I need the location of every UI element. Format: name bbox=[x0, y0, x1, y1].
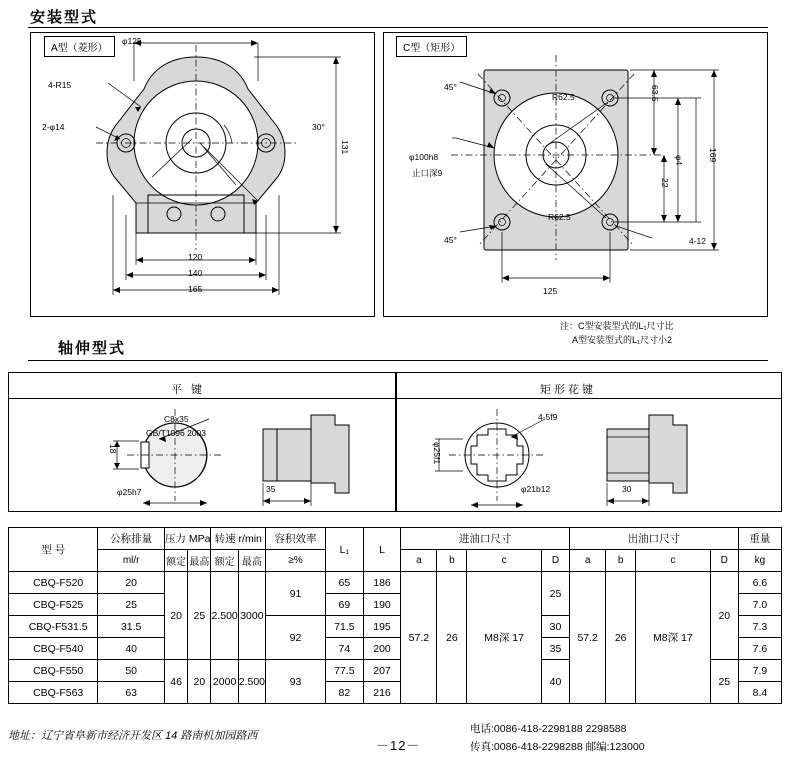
label-r62-5-bottom: R62.5 bbox=[548, 212, 571, 222]
cell-outlet-a: 57.2 bbox=[570, 572, 606, 704]
label-phi100h8: φ100h8 bbox=[409, 152, 439, 162]
label-phi4: φ4 bbox=[674, 155, 684, 166]
cell-l1: 65 bbox=[325, 572, 363, 594]
label-125: 125 bbox=[543, 286, 558, 296]
cell-l: 216 bbox=[363, 682, 400, 704]
cell-pressure-max-1: 25 bbox=[188, 572, 211, 660]
cell-l: 195 bbox=[363, 616, 400, 638]
cell-efficiency-93: 93 bbox=[266, 660, 326, 704]
cell-inlet-d-25: 25 bbox=[541, 572, 569, 616]
cell-outlet-c: M8深 17 bbox=[636, 572, 711, 704]
header-inlet-a: a bbox=[401, 550, 437, 572]
label-key-len35: 35 bbox=[266, 484, 276, 494]
label-key-standard: GB/T1096 2003 bbox=[146, 428, 207, 438]
label-131: 131 bbox=[340, 140, 350, 155]
cell-l: 200 bbox=[363, 638, 400, 660]
mounting-note-line2: A型安装型式的L₁尺寸小2 bbox=[572, 335, 673, 345]
header-inlet-c: c bbox=[467, 550, 542, 572]
cell-model: CBQ-F540 bbox=[9, 638, 98, 660]
label-shaft-phi25h7: φ25h7 bbox=[117, 487, 142, 497]
cell-displacement: 40 bbox=[98, 638, 165, 660]
cell-inlet-d-40: 40 bbox=[541, 660, 569, 704]
cell-displacement: 20 bbox=[98, 572, 165, 594]
label-165: 165 bbox=[188, 284, 203, 294]
cell-l1: 82 bbox=[325, 682, 363, 704]
cell-speed-max-2: 2.500 bbox=[238, 660, 265, 704]
header-pressure-rated: 额定 bbox=[164, 550, 187, 572]
cell-speed-max-1: 3000 bbox=[238, 572, 265, 660]
label-120: 120 bbox=[188, 252, 203, 262]
footer-address: 地址：辽宁省阜新市经济开发区 14 路南机加园路西 bbox=[8, 730, 258, 742]
tag-type-a: A型（菱形） bbox=[44, 36, 115, 57]
label-4-r15: 4-R15 bbox=[48, 80, 72, 90]
shaft-key-title: 平 键 bbox=[171, 384, 206, 396]
header-outlet-d: D bbox=[710, 550, 738, 572]
label-140: 140 bbox=[188, 268, 203, 278]
header-outlet-b: b bbox=[606, 550, 636, 572]
cell-weight: 7.3 bbox=[738, 616, 781, 638]
spec-table bbox=[8, 527, 782, 704]
section-underline-shaft bbox=[28, 360, 768, 361]
header-inlet: 进油口尺寸 bbox=[401, 528, 570, 550]
label-key-c8x35: C8x35 bbox=[164, 414, 189, 424]
cell-weight: 6.6 bbox=[738, 572, 781, 594]
label-63-5: 63.5 bbox=[650, 85, 660, 102]
shaft-spline-title: 矩形花键 bbox=[540, 384, 596, 396]
cell-model: CBQ-F520 bbox=[9, 572, 98, 594]
label-depth9: 止口深9 bbox=[412, 168, 443, 178]
cell-weight: 8.4 bbox=[738, 682, 781, 704]
header-efficiency-unit: ≥% bbox=[266, 550, 326, 572]
cell-outlet-d-25: 25 bbox=[710, 660, 738, 704]
label-r62-5-top: R62.5 bbox=[552, 92, 575, 102]
cell-inlet-d-35: 35 bbox=[541, 638, 569, 660]
label-spline-len30: 30 bbox=[622, 484, 632, 494]
footer-tel: 电话:0086-418-2298188 2298588 bbox=[470, 723, 627, 735]
label-45deg-bottom: 45° bbox=[444, 235, 457, 245]
cell-model: CBQ-F525 bbox=[9, 594, 98, 616]
cell-pressure-rated-1: 20 bbox=[164, 572, 187, 660]
cell-displacement: 50 bbox=[98, 660, 165, 682]
tag-type-c: C型（矩形） bbox=[396, 36, 467, 57]
section-title-mounting: 安装型式 bbox=[30, 9, 99, 26]
mounting-note-line1: 注：C型安装型式的L₁尺寸比 bbox=[560, 321, 674, 331]
cell-l1: 74 bbox=[325, 638, 363, 660]
label-22: 22 bbox=[660, 178, 670, 188]
label-key-18: 18 bbox=[108, 444, 118, 454]
header-speed: 转速 r/min bbox=[211, 528, 266, 550]
header-speed-rated: 额定 bbox=[211, 550, 238, 572]
cell-outlet-b: 26 bbox=[606, 572, 636, 704]
shaft-spline-title-rule bbox=[396, 398, 782, 399]
cell-weight: 7.0 bbox=[738, 594, 781, 616]
shaft-key-title-rule bbox=[8, 398, 396, 399]
cell-inlet-a: 57.2 bbox=[401, 572, 437, 704]
label-phi125: φ125 bbox=[122, 36, 142, 46]
cell-inlet-c: M8深 17 bbox=[467, 572, 542, 704]
header-weight-unit: kg bbox=[738, 550, 781, 572]
header-weight: 重量 bbox=[738, 528, 781, 550]
header-displacement-unit: ml/r bbox=[98, 550, 165, 572]
cell-displacement: 63 bbox=[98, 682, 165, 704]
cell-model: CBQ-F563 bbox=[9, 682, 98, 704]
cell-outlet-d-20: 20 bbox=[710, 572, 738, 660]
cell-efficiency-91: 91 bbox=[266, 572, 326, 616]
header-l: L bbox=[363, 528, 400, 572]
cell-l: 190 bbox=[363, 594, 400, 616]
header-efficiency: 容积效率 bbox=[266, 528, 326, 550]
label-2-phi14: 2-φ14 bbox=[42, 122, 65, 132]
cell-weight: 7.9 bbox=[738, 660, 781, 682]
header-outlet-c: c bbox=[636, 550, 711, 572]
header-outlet: 出油口尺寸 bbox=[570, 528, 739, 550]
cell-l: 186 bbox=[363, 572, 400, 594]
header-displacement: 公称排量 bbox=[98, 528, 165, 550]
label-spline-4-5f9: 4-5f9 bbox=[538, 412, 558, 422]
cell-displacement: 31.5 bbox=[98, 616, 165, 638]
section-title-shaft: 轴伸型式 bbox=[58, 340, 127, 357]
label-4-12: 4-12 bbox=[689, 236, 707, 246]
table-header-row-1 bbox=[9, 528, 782, 550]
label-45deg-top: 45° bbox=[444, 82, 457, 92]
header-model: 型 号 bbox=[9, 528, 98, 572]
footer-fax: 传真:0086-418-2298288 邮编:123000 bbox=[470, 741, 645, 753]
cell-model: CBQ-F531.5 bbox=[9, 616, 98, 638]
cell-displacement: 25 bbox=[98, 594, 165, 616]
label-spline-phi25f1: φ25f1 bbox=[432, 442, 442, 465]
table-row bbox=[9, 572, 782, 594]
label-169: 169 bbox=[708, 148, 718, 163]
header-inlet-b: b bbox=[437, 550, 467, 572]
cell-model: CBQ-F550 bbox=[9, 660, 98, 682]
cell-inlet-d-30: 30 bbox=[541, 616, 569, 638]
header-pressure: 压力 MPa bbox=[164, 528, 211, 550]
cell-inlet-b: 26 bbox=[437, 572, 467, 704]
label-30deg: 30° bbox=[312, 122, 325, 132]
header-speed-max: 最高 bbox=[238, 550, 265, 572]
cell-l1: 77.5 bbox=[325, 660, 363, 682]
header-l1: L₁ bbox=[325, 528, 363, 572]
label-spline-phi21b12: φ21b12 bbox=[521, 484, 551, 494]
cell-l1: 71.5 bbox=[325, 616, 363, 638]
cell-speed-rated-2: 2000 bbox=[211, 660, 238, 704]
header-inlet-d: D bbox=[541, 550, 569, 572]
cell-pressure-rated-2: 46 bbox=[164, 660, 187, 704]
cell-pressure-max-2: 20 bbox=[188, 660, 211, 704]
cell-weight: 7.6 bbox=[738, 638, 781, 660]
footer-page-number: －12－ bbox=[376, 738, 421, 753]
cell-efficiency-92: 92 bbox=[266, 616, 326, 660]
header-pressure-max: 最高 bbox=[188, 550, 211, 572]
cell-speed-rated-1: 2.500 bbox=[211, 572, 238, 660]
header-outlet-a: a bbox=[570, 550, 606, 572]
cell-l: 207 bbox=[363, 660, 400, 682]
cell-l1: 69 bbox=[325, 594, 363, 616]
